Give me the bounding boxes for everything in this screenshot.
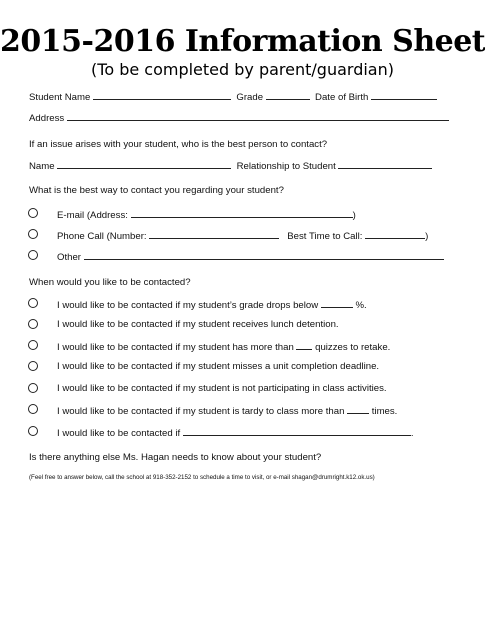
custom-condition-field[interactable]: [183, 426, 411, 436]
relationship-field[interactable]: [338, 159, 432, 169]
phone-number-field[interactable]: [149, 229, 279, 239]
grade-percent-field[interactable]: [321, 298, 353, 308]
contact-name-label: Name: [29, 161, 55, 172]
grade-drop-option: [57, 298, 367, 311]
dob-field[interactable]: [371, 90, 437, 100]
student-name-label: Student Name: [29, 92, 91, 103]
email-address-field[interactable]: [131, 208, 353, 218]
other-label: Other: [57, 252, 81, 263]
grade-drop-label: I would like to be contacted if my student’s grade drops below: [57, 300, 319, 311]
email-option: [57, 208, 356, 221]
quizzes-count-field[interactable]: [296, 340, 312, 350]
tardy-option: [57, 404, 397, 417]
other-field[interactable]: [84, 250, 444, 260]
quizzes-option: [57, 340, 390, 353]
email-label: E-mail (Address:: [57, 210, 128, 221]
tardy-label: I would like to be contacted if my student is tardy to class more than: [57, 406, 345, 417]
student-name-field[interactable]: [93, 90, 231, 100]
closing-note: (Feel free to answer below, call the school at 918-352-2152 to schedule a time to visit, or e-mail shagan@drumright.k12.ok.us): [29, 474, 375, 481]
grade-drop-suffix: %.: [355, 300, 367, 311]
phone-option: [57, 229, 428, 242]
email-radio[interactable]: [28, 208, 38, 218]
email-close: ): [352, 210, 356, 221]
tardy-count-field[interactable]: [347, 404, 369, 414]
relationship-label: Relationship to Student: [236, 161, 336, 172]
best-time-label: Best Time to Call:: [287, 231, 363, 242]
custom-option: [57, 426, 414, 439]
contact-person-row: [29, 159, 432, 172]
participation-radio[interactable]: [28, 383, 38, 393]
deadline-radio[interactable]: [28, 361, 38, 371]
custom-suffix: .: [410, 428, 414, 439]
other-radio[interactable]: [28, 250, 38, 260]
address-label: Address: [29, 113, 65, 124]
contact-person-question: If an issue arises with your student, who is the best person to contact?: [29, 139, 328, 150]
grade-drop-radio[interactable]: [28, 298, 38, 308]
tardy-radio[interactable]: [28, 404, 38, 414]
quizzes-radio[interactable]: [28, 340, 38, 350]
grade-label: Grade: [236, 92, 264, 103]
dob-label: Date of Birth: [315, 92, 369, 103]
grade-field[interactable]: [266, 90, 310, 100]
form-title: 2015-2016 Information Sheet: [0, 24, 485, 59]
quizzes-label: I would like to be contacted if my student has more than: [57, 342, 294, 353]
closing-question: Is there anything else Ms. Hagan needs to know about your student?: [29, 452, 322, 463]
contact-name-field[interactable]: [57, 159, 231, 169]
phone-close: ): [425, 231, 429, 242]
contact-when-question: When would you like to be contacted?: [29, 277, 191, 288]
participation-label: I would like to be contacted if my student is not participating in class activities.: [57, 383, 387, 394]
lunch-detention-radio[interactable]: [28, 319, 38, 329]
phone-radio[interactable]: [28, 229, 38, 239]
student-info-row: [29, 90, 437, 103]
custom-radio[interactable]: [28, 426, 38, 436]
address-field[interactable]: [67, 111, 449, 121]
lunch-detention-label: I would like to be contacted if my student receives lunch detention.: [57, 319, 339, 330]
tardy-suffix: times.: [371, 406, 398, 417]
custom-label: I would like to be contacted if: [57, 428, 181, 439]
quizzes-suffix: quizzes to retake.: [315, 342, 391, 353]
other-option: [57, 250, 444, 263]
form-subtitle: (To be completed by parent/guardian): [91, 60, 394, 79]
best-time-field[interactable]: [365, 229, 425, 239]
deadline-label: I would like to be contacted if my student misses a unit completion deadline.: [57, 361, 380, 372]
contact-method-question: What is the best way to contact you regarding your student?: [29, 185, 284, 196]
address-row: [29, 111, 449, 124]
phone-label: Phone Call (Number:: [57, 231, 147, 242]
